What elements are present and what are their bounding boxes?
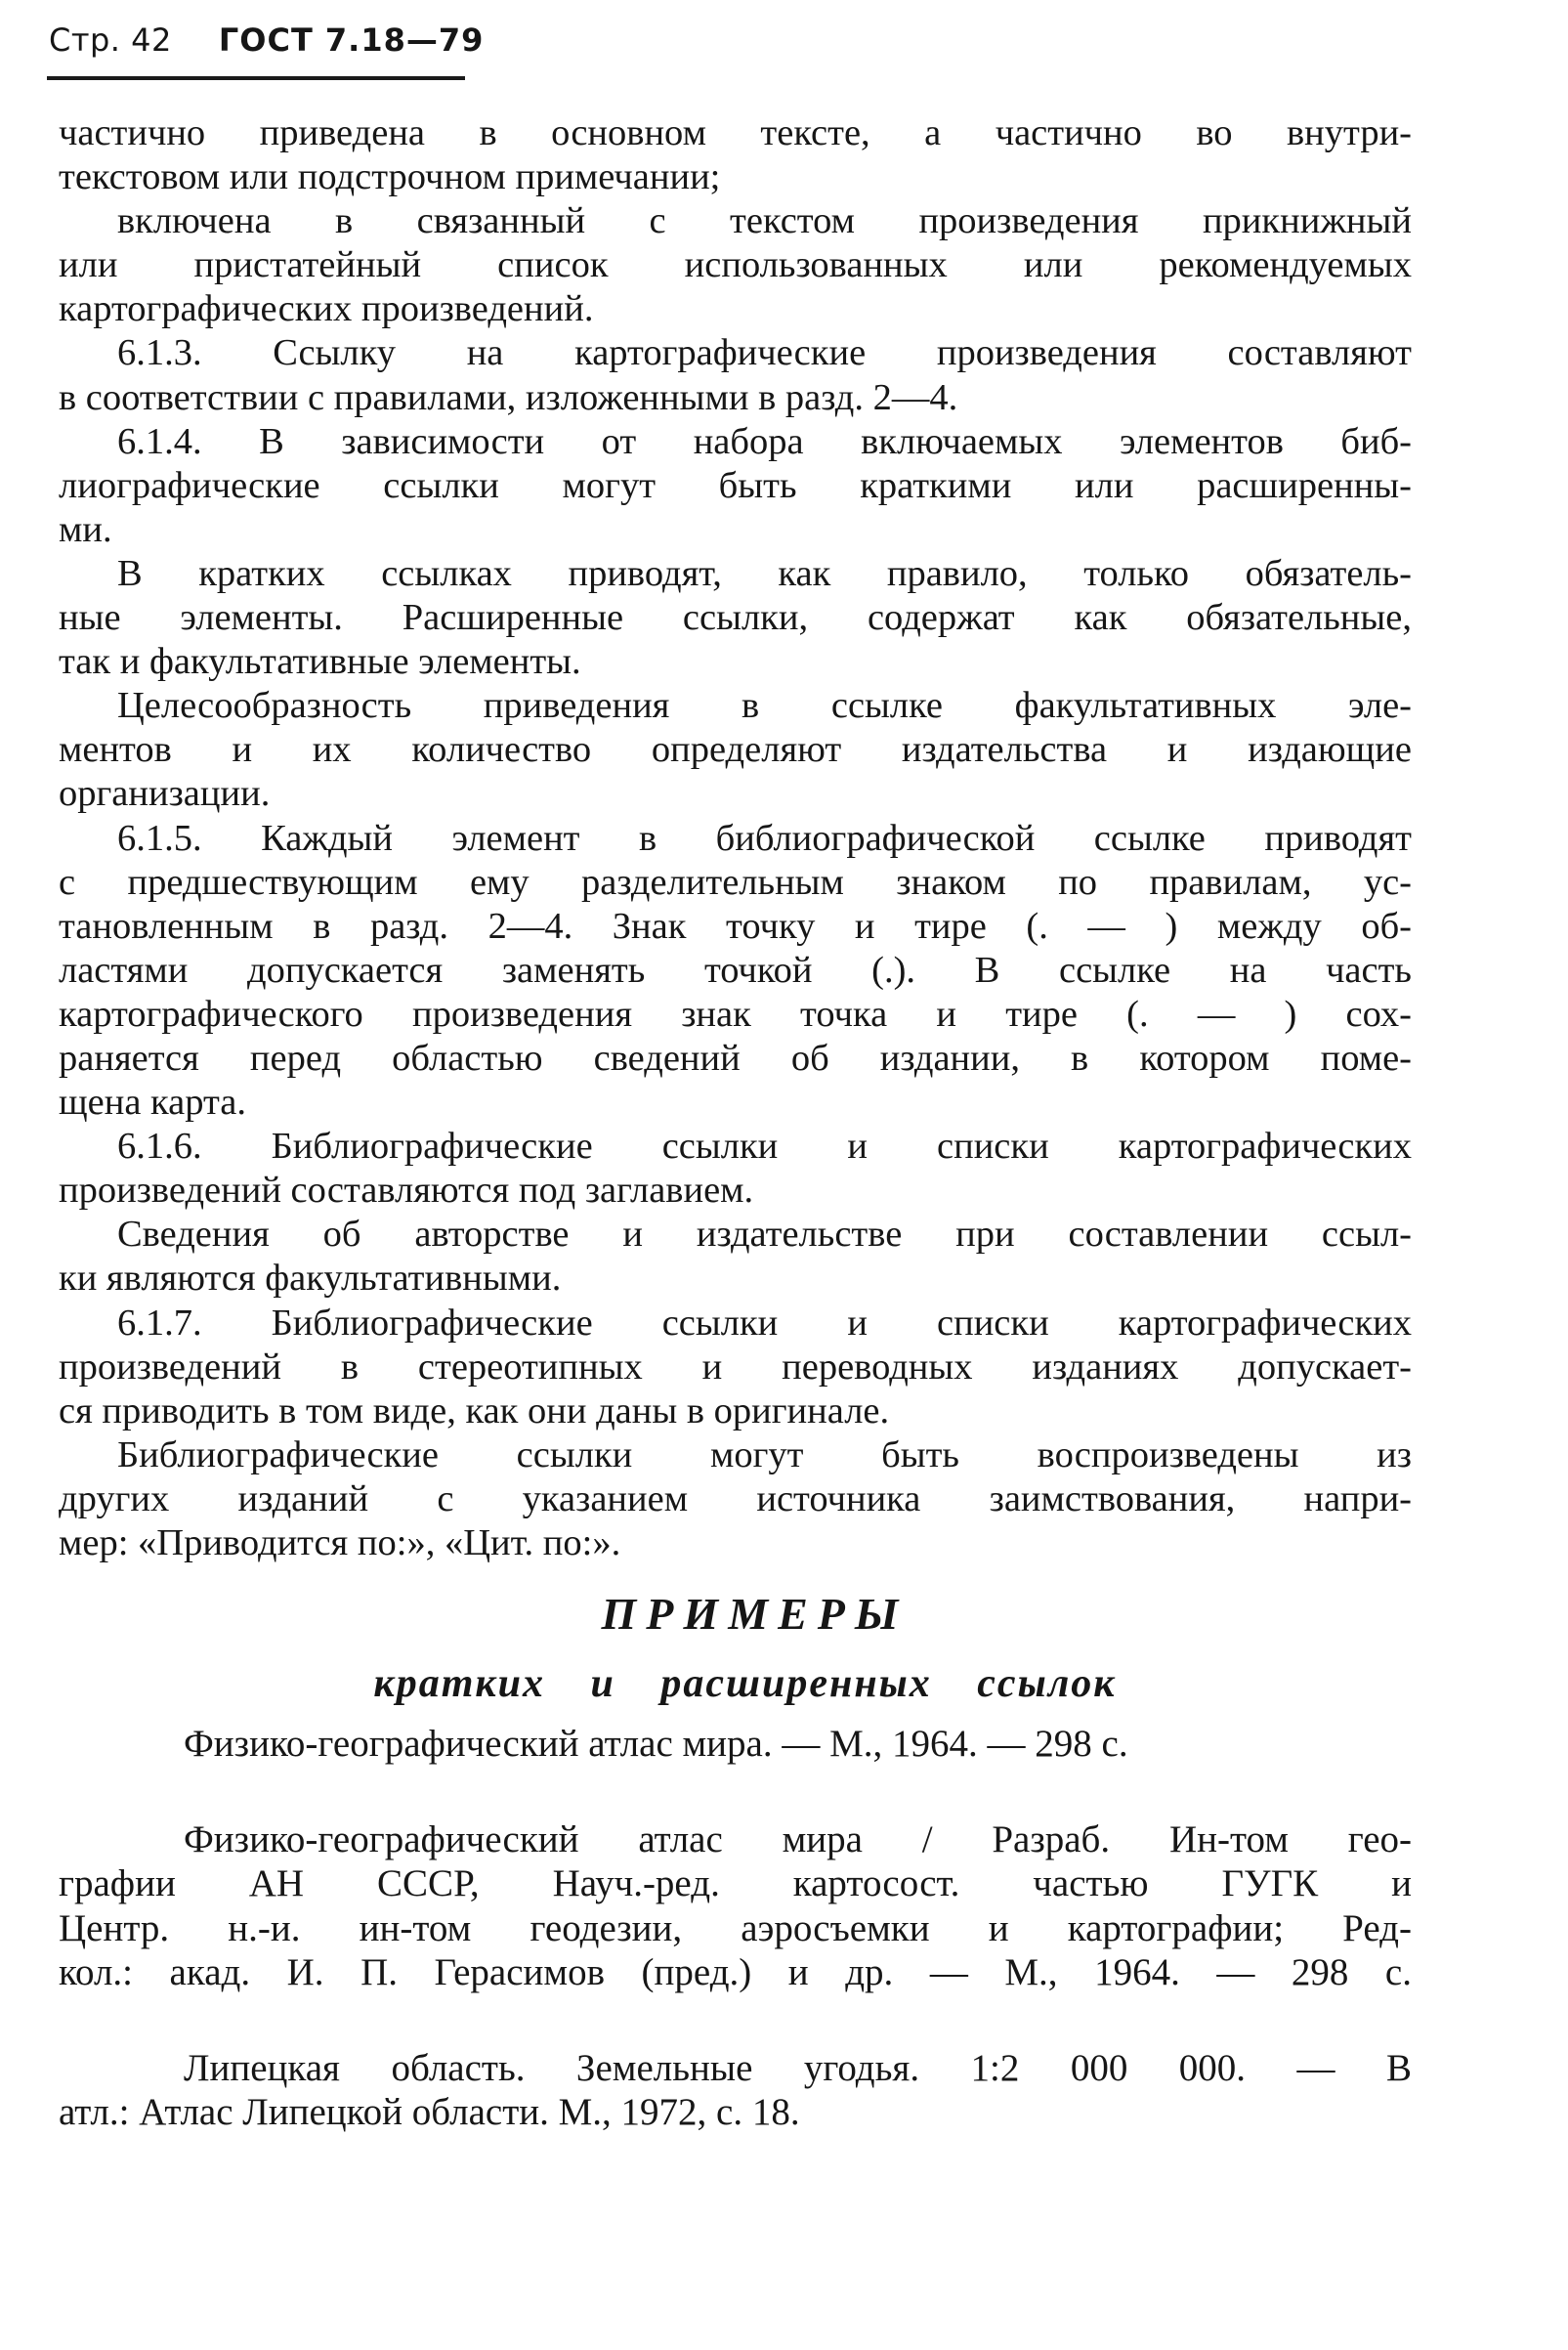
example-line: Центр. н.-и. ин-том геодезии, аэросъемки и картографии; Ред-: [59, 1906, 1412, 1949]
body-line: 6.1.4. В зависимости от набора включаемых элементов биб-: [117, 420, 1412, 462]
body-line: или пристатейный список использованных или рекомендуемых: [59, 244, 1412, 286]
body-line: так и факультативные элементы.: [59, 641, 581, 683]
body-line: ся приводить в том виде, как они даны в оригинале.: [59, 1389, 890, 1431]
body-line: 6.1.3. Ссылку на картографические произведения составляют: [117, 332, 1412, 374]
examples-list: [59, 1722, 1412, 2135]
body-line: текстовом или подстрочном примечании;: [59, 156, 721, 198]
example-line: Липецкая область. Земельные угодья. 1:2 000 000. — В: [184, 2046, 1412, 2089]
body-line: организации.: [59, 773, 271, 815]
body-line: мер: «Приводится по:», «Цит. по:».: [59, 1522, 621, 1563]
body-line: с предшествующим ему разделительным знаком по правилам, ус-: [59, 861, 1412, 903]
body-line: 6.1.5. Каждый элемент в библиографической ссылке приводят: [117, 817, 1412, 859]
body-line: ные элементы. Расширенные ссылки, содержат как обязательные,: [59, 597, 1412, 639]
body-line: ластями допускается заменять точкой (.). В ссылке на часть: [59, 949, 1412, 991]
body-line: включена в связанный с текстом произведения прикнижный: [117, 200, 1412, 242]
examples-heading: [59, 1583, 1412, 1714]
page-number-label: Стр. 42: [49, 21, 172, 59]
running-head: [49, 21, 484, 70]
example-line: кол.: акад. И. П. Герасимов (пред.) и др. — М., 1964. — 298 с.: [59, 1951, 1412, 1993]
example-short-reference: Физико-географический атлас мира. — М., 1964. — 298 с.: [184, 1723, 1128, 1765]
body-line: ментов и их количество определяют издательства и издающие: [59, 729, 1412, 771]
body-line: других изданий с указанием источника заимствования, напри-: [59, 1477, 1412, 1519]
examples-title: ПРИМЕРЫ: [601, 1589, 909, 1639]
body-line: лиографические ссылки могут быть краткими или расширенны-: [59, 464, 1412, 506]
body-line: Библиографические ссылки могут быть воспроизведены из: [117, 1433, 1412, 1475]
body-line: раняется перед областью сведений об издании, в котором поме-: [59, 1037, 1412, 1079]
example-extended-reference: [59, 1817, 1412, 1995]
example-line: Физико-географический атлас мира / Разраб. Ин-том гео-: [184, 1817, 1412, 1860]
body-line: ки являются факультативными.: [59, 1258, 562, 1300]
body-line: произведений в стереотипных и переводных изданиях допускает-: [59, 1346, 1412, 1388]
body-line: Целесообразность приведения в ссылке факультативных эле-: [117, 685, 1412, 727]
body-line: произведений составляются под заглавием.: [59, 1170, 754, 1212]
example-line: атл.: Атлас Липецкой области. М., 1972, с. 18.: [59, 2091, 800, 2133]
body-line: картографических произведений.: [59, 288, 594, 330]
body-text: [59, 111, 1412, 1565]
body-line: В кратких ссылках приводят, как правило, только обязатель-: [117, 552, 1412, 594]
body-line: ми.: [59, 508, 112, 550]
body-line: 6.1.7. Библиографические ссылки и списки картографических: [117, 1302, 1412, 1344]
header-rule: [47, 76, 465, 80]
example-part-reference: [59, 2046, 1412, 2135]
body-line: частично приведена в основном тексте, а частично во внутри-: [59, 112, 1412, 153]
body-line: в соответствии с правилами, изложенными в разд. 2—4.: [59, 376, 958, 418]
body-line: Сведения об авторстве и издательстве при составлении ссыл-: [117, 1214, 1412, 1256]
examples-subtitle: кратких и расширенных ссылок: [373, 1661, 1117, 1706]
standard-designation: ГОСТ 7.18—79: [218, 21, 485, 59]
body-line: щена карта.: [59, 1082, 247, 1124]
body-line: тановленным в разд. 2—4. Знак точку и тире (. — ) между об-: [59, 905, 1412, 947]
example-line: графии АН СССР, Науч.-ред. картосост. частью ГУГК и: [59, 1862, 1412, 1904]
body-line: 6.1.6. Библиографические ссылки и списки картографических: [117, 1126, 1412, 1168]
body-line: картографического произведения знак точка и тире (. — ) сох-: [59, 993, 1412, 1035]
